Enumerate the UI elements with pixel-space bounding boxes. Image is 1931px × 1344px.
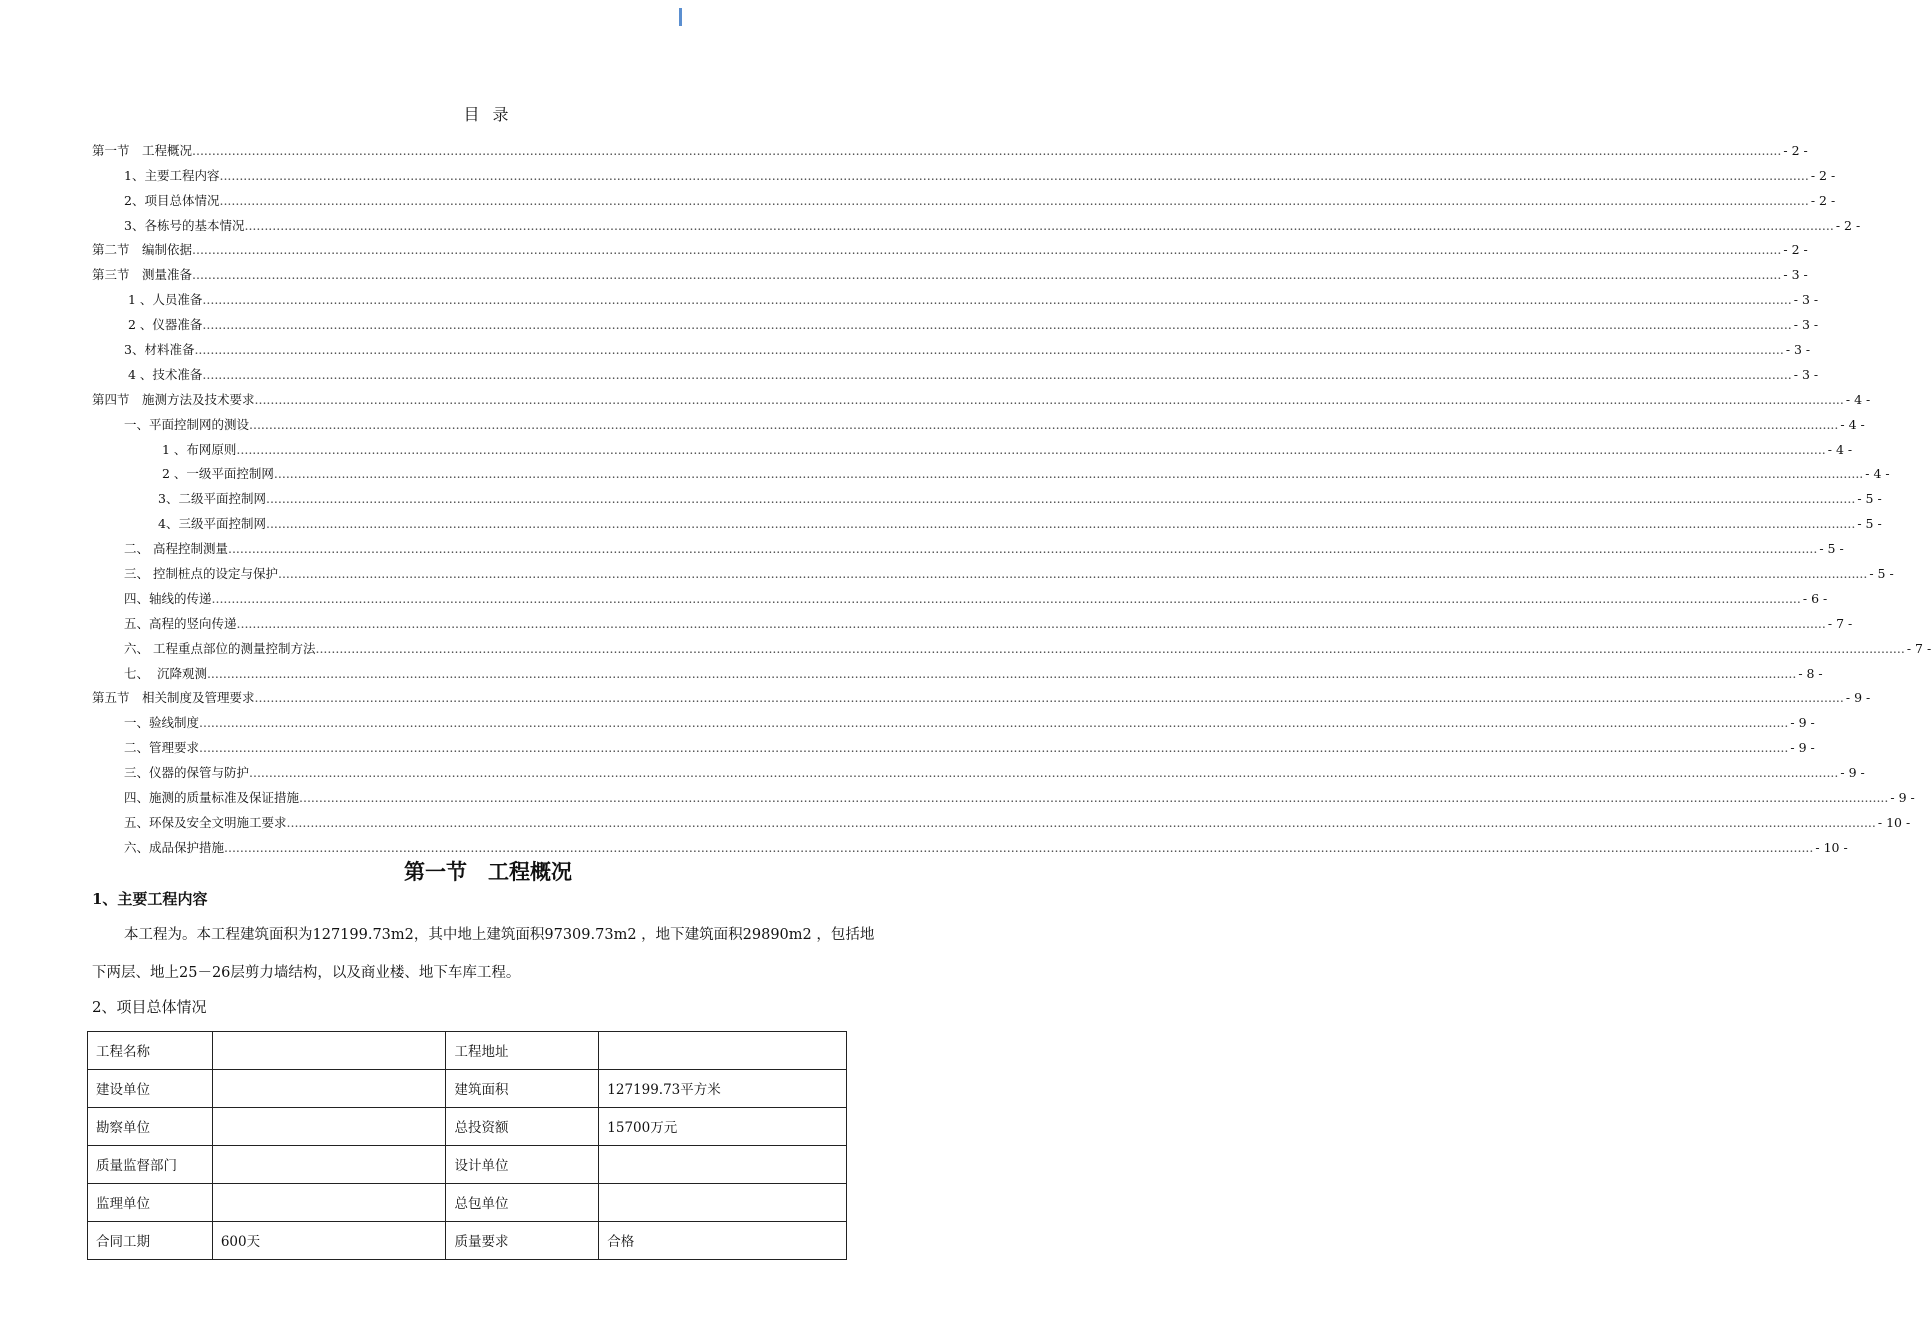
toc-entry-label: 第四节 施测方法及技术要求	[92, 391, 255, 407]
top-mark	[679, 8, 682, 26]
toc-entry-label: 4、三级平面控制网	[158, 516, 266, 532]
toc-entry-page: - 3 -	[1783, 267, 1808, 283]
toc-entry-page: - 2 -	[1810, 192, 1836, 208]
toc-entry-label: 六、 工程重点部位的测量控制方法	[124, 640, 316, 656]
toc-entry-page: - 3 -	[1793, 317, 1819, 333]
toc-entry-label: 4 、技术准备	[124, 366, 203, 382]
paragraph-main-content: 本工程为。本工程建筑面积为127199.73m2，其中地上建筑面积97309.73m2 ，地下建筑面积29890m2 ，包括地下两层、地上25－26层剪力墙结构，以及商业楼、地下车库工程。	[92, 927, 875, 981]
table-row	[88, 1032, 847, 1070]
toc-leader-dots: ................................................................................................................................................................................................................................................................................................................................................................................................................	[194, 342, 1784, 358]
toc-leader-dots: ................................................................................................................................................................................................................................................................................................................................................................................................................	[192, 267, 1782, 283]
toc-leader-dots: ................................................................................................................................................................................................................................................................................................................................................................................................................	[199, 740, 1789, 756]
toc-entry-label: 第三节 测量准备	[92, 267, 193, 283]
toc-leader-dots: ................................................................................................................................................................................................................................................................................................................................................................................................................	[224, 839, 1814, 855]
toc-entry-label: 四、施测的质量标准及保证措施	[124, 790, 300, 806]
toc-entry-label: 第五节 相关制度及管理要求	[92, 690, 255, 706]
toc-entry[interactable]	[92, 806, 1911, 831]
table-label-cell: 总包单位	[446, 1184, 599, 1222]
table-value-cell	[599, 1184, 847, 1222]
toc-entry[interactable]	[92, 433, 1853, 458]
toc-entry-page: - 9 -	[1840, 765, 1865, 781]
toc-entry[interactable]	[92, 283, 1819, 308]
toc-leader-dots: ................................................................................................................................................................................................................................................................................................................................................................................................................	[236, 441, 1826, 457]
toc-entry[interactable]	[92, 781, 1915, 806]
toc-leader-dots: ................................................................................................................................................................................................................................................................................................................................................................................................................	[254, 690, 1844, 706]
toc-leader-dots: ................................................................................................................................................................................................................................................................................................................................................................................................................	[244, 217, 1834, 233]
table-label-cell: 总投资额	[446, 1108, 599, 1146]
toc-leader-dots: ................................................................................................................................................................................................................................................................................................................................................................................................................	[192, 142, 1782, 158]
table-label-cell: 工程名称	[88, 1032, 213, 1070]
toc-leader-dots: ................................................................................................................................................................................................................................................................................................................................................................................................................	[265, 516, 1856, 532]
toc-leader-dots: ................................................................................................................................................................................................................................................................................................................................................................................................................	[202, 366, 1792, 382]
toc-entry[interactable]	[92, 607, 1853, 632]
toc-entry-page: - 7 -	[1906, 640, 1931, 656]
toc-entry-label: 一、平面控制网的测设	[124, 416, 250, 432]
table-row	[88, 1146, 847, 1184]
table-value-cell: 15700万元	[599, 1108, 847, 1146]
toc-leader-dots: ................................................................................................................................................................................................................................................................................................................................................................................................................	[227, 541, 1818, 557]
toc-entry[interactable]	[92, 507, 1882, 532]
toc-entry-page: - 4 -	[1845, 391, 1871, 407]
toc-leader-dots: ................................................................................................................................................................................................................................................................................................................................................................................................................	[315, 640, 1905, 656]
toc-entry[interactable]	[92, 557, 1894, 582]
toc-entry-label: 2 、一级平面控制网	[158, 466, 274, 482]
toc-leader-dots: ................................................................................................................................................................................................................................................................................................................................................................................................................	[265, 491, 1856, 507]
toc-entry[interactable]	[92, 358, 1819, 383]
subheading-main-content: 1、主要工程内容	[92, 890, 208, 908]
toc-entry[interactable]	[92, 532, 1844, 557]
table-value-cell	[212, 1108, 446, 1146]
toc-leader-dots: ................................................................................................................................................................................................................................................................................................................................................................................................................	[277, 566, 1868, 582]
toc-entry[interactable]	[92, 657, 1823, 682]
toc-entry[interactable]	[92, 383, 1871, 408]
toc-leader-dots: ................................................................................................................................................................................................................................................................................................................................................................................................................	[202, 317, 1792, 333]
toc-entry[interactable]	[92, 482, 1882, 507]
table-label-cell: 建筑面积	[446, 1070, 599, 1108]
toc-entry-label: 2 、仪器准备	[124, 317, 203, 333]
toc-entry[interactable]	[92, 184, 1836, 209]
table-label-cell: 工程地址	[446, 1032, 599, 1070]
toc-leader-dots: ................................................................................................................................................................................................................................................................................................................................................................................................................	[192, 242, 1782, 258]
table-row	[88, 1222, 847, 1260]
toc-entry-page: - 9 -	[1890, 790, 1915, 806]
project-info-table	[87, 1031, 847, 1260]
toc-entry-page: - 3 -	[1785, 342, 1811, 358]
table-label-cell: 质量要求	[446, 1222, 599, 1260]
toc-entry-label: 第一节 工程概况	[92, 142, 193, 158]
toc-entry-label: 六、成品保护措施	[124, 839, 225, 855]
toc-entry[interactable]	[92, 209, 1861, 234]
toc-entry[interactable]	[92, 308, 1819, 333]
toc-entry[interactable]	[92, 134, 1808, 159]
toc-entry-page: - 2 -	[1783, 242, 1808, 258]
toc-leader-dots: ................................................................................................................................................................................................................................................................................................................................................................................................................	[249, 765, 1839, 781]
toc-leader-dots: ................................................................................................................................................................................................................................................................................................................................................................................................................	[273, 466, 1864, 482]
toc-entry-page: - 2 -	[1810, 167, 1836, 183]
toc-entry-page: - 5 -	[1857, 491, 1882, 507]
toc-entry[interactable]	[92, 756, 1865, 781]
toc-leader-dots: ................................................................................................................................................................................................................................................................................................................................................................................................................	[236, 615, 1826, 631]
toc-leader-dots: ................................................................................................................................................................................................................................................................................................................................................................................................................	[299, 790, 1889, 806]
toc-entry-page: - 2 -	[1835, 217, 1861, 233]
toc-entry-label: 第二节 编制依据	[92, 242, 193, 258]
toc-entry-page: - 7 -	[1827, 615, 1853, 631]
toc-entry[interactable]	[92, 682, 1871, 707]
toc-entry-page: - 9 -	[1790, 715, 1815, 731]
toc-entry-label: 二、管理要求	[124, 740, 200, 756]
toc-entry-label: 三、 控制桩点的设定与保护	[124, 566, 278, 582]
toc-leader-dots: ................................................................................................................................................................................................................................................................................................................................................................................................................	[202, 292, 1792, 308]
toc-entry-label: 3、二级平面控制网	[158, 491, 266, 507]
toc-entry-label: 1 、布网原则	[158, 441, 237, 457]
subheading-project-overview: 2、项目总体情况	[92, 998, 207, 1016]
toc-entry-page: - 9 -	[1845, 690, 1871, 706]
toc-entry-page: - 5 -	[1869, 566, 1894, 582]
toc-entry[interactable]	[92, 408, 1865, 433]
toc-leader-dots: ................................................................................................................................................................................................................................................................................................................................................................................................................	[206, 665, 1797, 681]
toc-entry-page: - 3 -	[1793, 366, 1819, 382]
toc-entry-page: - 10 -	[1877, 814, 1911, 830]
toc-entry-label: 2、项目总体情况	[124, 192, 220, 208]
toc-entry-label: 七、 沉降观测	[124, 665, 207, 681]
toc-entry-page: - 5 -	[1857, 516, 1882, 532]
table-value-cell	[212, 1146, 446, 1184]
toc-entry-page: - 2 -	[1783, 142, 1808, 158]
toc-entry-page: - 4 -	[1827, 441, 1853, 457]
toc-entry-label: 一、验线制度	[124, 715, 200, 731]
table-value-cell	[212, 1070, 446, 1108]
toc-leader-dots: ................................................................................................................................................................................................................................................................................................................................................................................................................	[211, 590, 1801, 606]
table-label-cell: 勘察单位	[88, 1108, 213, 1146]
toc-entry[interactable]	[92, 333, 1811, 358]
toc-entry-label: 二、 高程控制测量	[124, 541, 228, 557]
toc-entry-label: 3、材料准备	[124, 342, 195, 358]
section-heading: 第一节 工程概况	[404, 859, 572, 884]
toc-entry-page: - 4 -	[1865, 466, 1890, 482]
toc-leader-dots: ................................................................................................................................................................................................................................................................................................................................................................................................................	[219, 192, 1809, 208]
toc-entry[interactable]	[92, 632, 1931, 657]
toc-leader-dots: ................................................................................................................................................................................................................................................................................................................................................................................................................	[286, 814, 1876, 830]
table-label-cell: 合同工期	[88, 1222, 213, 1260]
toc-entry[interactable]	[92, 731, 1815, 756]
toc-leader-dots: ................................................................................................................................................................................................................................................................................................................................................................................................................	[199, 715, 1789, 731]
toc-leader-dots: ................................................................................................................................................................................................................................................................................................................................................................................................................	[249, 416, 1839, 432]
toc-entry[interactable]	[92, 706, 1815, 731]
table-value-cell: 600天	[212, 1222, 446, 1260]
toc-entry[interactable]	[92, 831, 1848, 856]
toc-leader-dots: ................................................................................................................................................................................................................................................................................................................................................................................................................	[254, 391, 1844, 407]
table-label-cell: 质量监督部门	[88, 1146, 213, 1184]
toc-entry-page: - 8 -	[1798, 665, 1823, 681]
table-value-cell: 合格	[599, 1222, 847, 1260]
table-value-cell: 127199.73平方米	[599, 1070, 847, 1108]
toc-entry[interactable]	[92, 159, 1836, 184]
toc-entry-page: - 4 -	[1840, 416, 1865, 432]
table-of-contents	[92, 134, 1931, 856]
table-value-cell	[212, 1184, 446, 1222]
table-row	[88, 1070, 847, 1108]
toc-title: 目 录	[463, 105, 513, 124]
table-value-cell	[599, 1032, 847, 1070]
toc-entry-label: 1 、人员准备	[124, 292, 203, 308]
toc-entry[interactable]	[92, 234, 1808, 259]
toc-entry-label: 三、仪器的保管与防护	[124, 765, 250, 781]
toc-entry[interactable]	[92, 258, 1808, 283]
table-label-cell: 监理单位	[88, 1184, 213, 1222]
toc-leader-dots: ................................................................................................................................................................................................................................................................................................................................................................................................................	[219, 167, 1809, 183]
toc-entry-page: - 3 -	[1793, 292, 1819, 308]
toc-entry-label: 四、轴线的传递	[124, 590, 212, 606]
table-row	[88, 1184, 847, 1222]
table-row	[88, 1108, 847, 1146]
toc-entry[interactable]	[92, 458, 1890, 483]
toc-entry[interactable]	[92, 582, 1828, 607]
toc-entry-page: - 10 -	[1815, 839, 1848, 855]
toc-entry-label: 五、高程的竖向传递	[124, 615, 237, 631]
toc-entry-page: - 9 -	[1790, 740, 1815, 756]
toc-entry-page: - 5 -	[1819, 541, 1844, 557]
table-value-cell	[212, 1032, 446, 1070]
table-value-cell	[599, 1146, 847, 1184]
table-label-cell: 设计单位	[446, 1146, 599, 1184]
table-label-cell: 建设单位	[88, 1070, 213, 1108]
toc-entry-label: 1、主要工程内容	[124, 167, 220, 183]
toc-entry-label: 五、环保及安全文明施工要求	[124, 814, 287, 830]
toc-entry-page: - 6 -	[1802, 590, 1828, 606]
toc-entry-label: 3、各栋号的基本情况	[124, 217, 245, 233]
